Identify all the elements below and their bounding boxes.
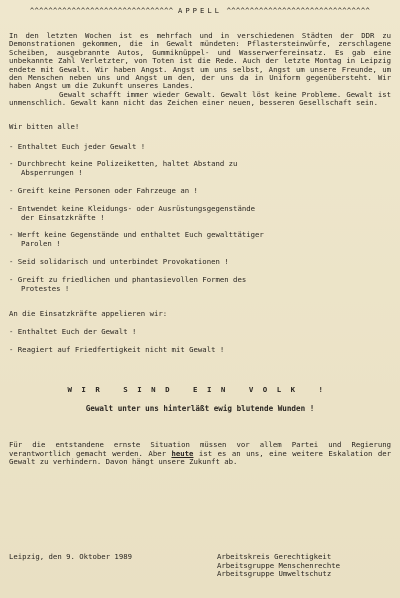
demand-item — [9, 187, 391, 196]
intro-paragraph — [9, 32, 391, 108]
ask-forces-heading: An die Einsatzkräfte appelieren wir: — [9, 309, 168, 319]
demand-line-cont: der Einsatzkräfte ! — [21, 212, 105, 222]
demand-item — [9, 346, 391, 355]
signer: Arbeitsgruppe Menschenrechte — [217, 560, 341, 570]
demand-line-cont: Absperrungen ! — [21, 168, 83, 178]
demand-item — [9, 231, 391, 249]
intro-text-2: Gewalt schafft immer wieder Gewalt. Gewalt löst keine Probleme. Gewalt ist unmenschlich. Gewalt kann nicht das Zeichen einer neuen, besseren Gesellschaft sein. — [9, 89, 391, 108]
demand-line: - Greift keine Personen oder Fahrzeuge an ! — [9, 186, 198, 196]
place-date: Leipzig, den 9. Oktober 1989 — [9, 552, 133, 561]
intro-text: In den letzten Wochen ist es mehrfach und in verschiedenen Städten der DDR zu Demonstrationen gekommen, die in Gewalt mündeten: Pflastersteinwürfe, zerschlagene Scheiben, ausgebrannte Autos, Gummiknüppel- und Wasserwerfereinsatz. Es gab eine unbekannte Zahl Verletzter, von Toten ist die Rede. Auch der letzte Montag in Leipzig endete mit Gewalt. Wir haben Angst. Angst um uns selbst, Angst um unsere Freunde, um den Menschen neben uns und Angst um den, der uns da in Uniform gegenübersteht. Wir haben Angst um die Zukunft unseres Landes. — [9, 31, 391, 91]
demands-forces-list — [9, 328, 391, 355]
header-waves-left: ^^^^^^^^^^^^^^^^^^^^^^^^^^^^^^^ — [29, 6, 174, 15]
demand-line: - Werft keine Gegenstände und enthaltet Euch gewalttätiger — [9, 230, 264, 240]
demand-item — [9, 160, 391, 178]
demand-line: - Durchbrecht keine Polizeiketten, haltet Abstand zu — [9, 159, 238, 169]
slogan-secondary: Gewalt unter uns hinterläßt ewig blutende Wunden ! — [85, 404, 315, 414]
footer — [9, 553, 391, 579]
demand-line-cont: Protestes ! — [21, 283, 70, 293]
signer: Arbeitsgruppe Umweltschutz — [217, 569, 332, 579]
demand-item — [9, 205, 391, 223]
signers — [217, 553, 391, 579]
demand-item — [9, 276, 391, 294]
demand-line: - Reagiert auf Friedfertigkeit nicht mit Gewalt ! — [9, 345, 225, 355]
demand-line: - Greift zu friedlichen und phantasievollen Formen des — [9, 274, 247, 284]
demand-line: - Entwendet keine Kleidungs- oder Ausrüstungsgegenstände — [9, 203, 256, 213]
demands-all-list — [9, 143, 391, 294]
document-title: APPELL — [178, 6, 222, 15]
demand-line: - Enthaltet Euch jeder Gewalt ! — [9, 141, 146, 151]
demand-item — [9, 258, 391, 267]
demand-item — [9, 143, 391, 152]
signer: Arbeitskreis Gerechtigkeit — [217, 552, 332, 561]
header — [9, 6, 391, 15]
closing-emphasis: heute — [171, 448, 194, 458]
demand-line-cont: Parolen ! — [21, 239, 61, 249]
header-waves-right: ^^^^^^^^^^^^^^^^^^^^^^^^^^^^^^^ — [226, 6, 371, 15]
closing-text-after: ist es an uns, eine weitere Eskalation der Gewalt zu verhindern. Davon hängt unsere Zukunft ab. — [9, 448, 392, 467]
demand-item — [9, 328, 391, 337]
demand-line: - Seid solidarisch und unterbindet Provokationen ! — [9, 257, 229, 267]
ask-all-heading: Wir bitten alle! — [9, 121, 80, 131]
slogan: WIR SIND EIN VOLK ! — [67, 385, 333, 395]
demand-line: - Enthaltet Euch der Gewalt ! — [9, 327, 137, 337]
closing-paragraph — [9, 441, 391, 467]
closing-text-before: Für die entstandene ernste Situation müssen vor allem Partei und Regierung verantwortlich gemacht werden. Aber — [9, 440, 391, 458]
